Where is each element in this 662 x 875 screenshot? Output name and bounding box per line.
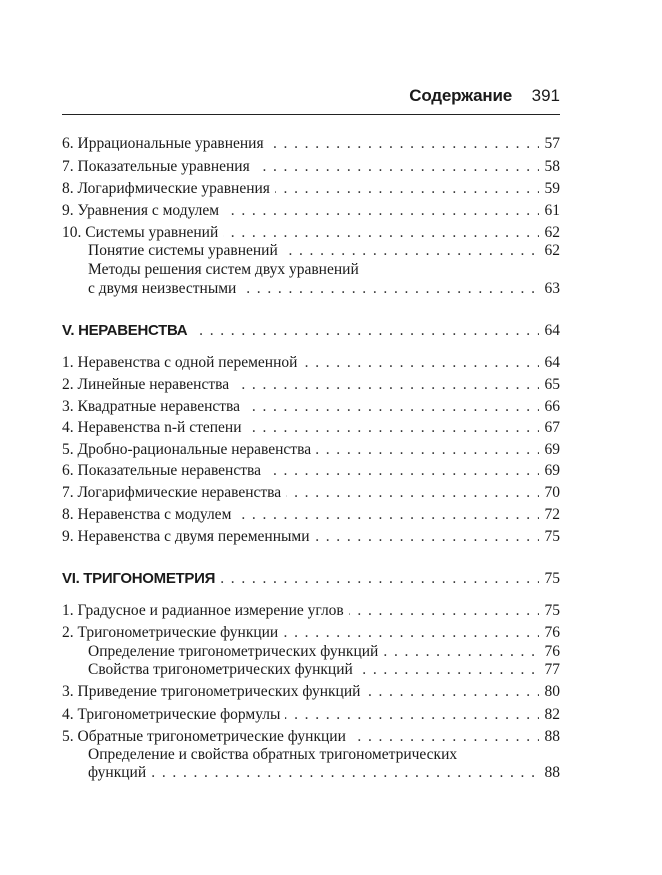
toc-entry-page: 80 bbox=[539, 682, 561, 702]
toc-entry-page: 57 bbox=[539, 134, 561, 154]
toc-entry-page: 62 bbox=[539, 241, 561, 261]
toc-entry[interactable] bbox=[62, 527, 560, 547]
toc-entry-title: 5. Обратные тригонометрические функции bbox=[62, 728, 351, 745]
toc-entry[interactable] bbox=[62, 483, 560, 503]
toc-entry-title: 6. Показательные неравенства bbox=[62, 462, 266, 479]
header-title: Содержание bbox=[409, 86, 512, 105]
toc-subentry[interactable] bbox=[88, 260, 560, 280]
toc-entry-page: 77 bbox=[539, 660, 561, 680]
toc-entry[interactable] bbox=[62, 157, 560, 177]
toc-entry-page: 88 bbox=[539, 763, 561, 783]
toc-entry-title: 3. Квадратные неравенства bbox=[62, 398, 245, 415]
toc-entry[interactable] bbox=[62, 705, 560, 725]
toc-entry[interactable] bbox=[62, 201, 560, 221]
toc-entry-title: Свойства тригонометрических функций bbox=[88, 661, 358, 678]
toc-entry-page: 67 bbox=[539, 418, 561, 438]
toc-entry[interactable] bbox=[62, 682, 560, 702]
toc-entry-page: 65 bbox=[539, 375, 561, 395]
toc-entry-title: 5. Дробно-рациональные неравенства bbox=[62, 441, 316, 458]
toc-entry-page: 76 bbox=[539, 623, 561, 643]
toc-entry-title: 7. Логарифмические неравенства bbox=[62, 484, 286, 501]
toc-entry-page: 69 bbox=[539, 440, 561, 460]
toc-entry[interactable] bbox=[62, 440, 560, 460]
toc-entry-page: 88 bbox=[539, 727, 561, 747]
toc-entry[interactable] bbox=[62, 623, 560, 643]
toc-entry-page: 70 bbox=[539, 483, 561, 503]
toc-entry-page: 58 bbox=[539, 157, 561, 177]
toc-entry-page: 64 bbox=[539, 321, 561, 341]
toc-entry-title: 2. Линейные неравенства bbox=[62, 376, 234, 393]
toc-subentry[interactable] bbox=[88, 241, 560, 261]
toc-entry-page: 82 bbox=[539, 705, 561, 725]
toc-entry-page: 61 bbox=[539, 201, 561, 221]
toc-entry-title: функций bbox=[88, 764, 151, 781]
toc-subentry[interactable] bbox=[88, 745, 560, 765]
toc-entry-page: 75 bbox=[539, 527, 561, 547]
toc-entry[interactable] bbox=[62, 727, 560, 747]
toc-chapter-title: V. НЕРАВЕНСТВА bbox=[62, 322, 192, 339]
toc-entry-page: 63 bbox=[539, 279, 561, 299]
toc-entry-page: 69 bbox=[539, 461, 561, 481]
header-page-number: 391 bbox=[531, 86, 560, 105]
toc-entry-title: Методы решения систем двух уравнений bbox=[88, 261, 364, 278]
toc-entry-title: 9. Неравенства с двумя переменными bbox=[62, 528, 315, 545]
toc-entry[interactable] bbox=[62, 418, 560, 438]
toc-entry[interactable] bbox=[62, 223, 560, 243]
toc-entry-page: 75 bbox=[539, 601, 561, 621]
toc-entry[interactable] bbox=[62, 179, 560, 199]
toc-subentry[interactable] bbox=[88, 763, 560, 783]
toc-entry-title: 4. Тригонометрические формулы bbox=[62, 706, 285, 723]
toc-entry-title: 6. Иррациональные уравнения bbox=[62, 135, 269, 152]
toc-entry-title: 8. Логарифмические уравнения bbox=[62, 180, 275, 197]
toc-entry-page: 62 bbox=[539, 223, 561, 243]
toc-entry-title: 4. Неравенства n-й степени bbox=[62, 419, 247, 436]
toc-entry-page: 76 bbox=[539, 642, 561, 662]
toc-entry-title: 1. Градусное и радианное измерение углов bbox=[62, 602, 349, 619]
toc-chapter[interactable] bbox=[62, 321, 560, 341]
toc-entry[interactable] bbox=[62, 397, 560, 417]
toc-entry-title: Определение тригонометрических функций bbox=[88, 643, 383, 660]
toc-entry[interactable] bbox=[62, 461, 560, 481]
toc-subentry[interactable] bbox=[88, 642, 560, 662]
toc-entry[interactable] bbox=[62, 505, 560, 525]
toc-entry-page: 72 bbox=[539, 505, 561, 525]
toc-entry[interactable] bbox=[62, 375, 560, 395]
toc-entry-title: 10. Системы уравнений bbox=[62, 224, 223, 241]
toc-entry-page: 64 bbox=[539, 353, 561, 373]
toc-entry-title: 7. Показательные уравнения bbox=[62, 158, 255, 175]
dot-leader bbox=[88, 763, 560, 783]
toc-entry-title: Определение и свойства обратных тригонометрических bbox=[88, 746, 462, 763]
toc-subentry[interactable] bbox=[88, 660, 560, 680]
toc-entry-page: 75 bbox=[539, 569, 561, 589]
toc-entry-title: 8. Неравенства с модулем bbox=[62, 506, 236, 523]
toc-chapter[interactable] bbox=[62, 569, 560, 589]
toc-entry-title: 9. Уравнения с модулем bbox=[62, 202, 224, 219]
toc-entry-page: 59 bbox=[539, 179, 561, 199]
toc-entry[interactable] bbox=[62, 134, 560, 154]
toc-entry-title: 3. Приведение тригонометрических функций bbox=[62, 683, 365, 700]
toc-entry-title: с двумя неизвестными bbox=[88, 280, 241, 297]
toc-entry[interactable] bbox=[62, 353, 560, 373]
toc-entry-title: 2. Тригонометрические функции bbox=[62, 624, 283, 641]
toc-entry-title: 1. Неравенства с одной переменной bbox=[62, 354, 302, 371]
toc-entry-title: Понятие системы уравнений bbox=[88, 242, 283, 259]
toc-subentry[interactable] bbox=[88, 279, 560, 299]
toc-chapter-title: VI. ТРИГОНОМЕТРИЯ bbox=[62, 570, 220, 587]
toc-entry-page: 66 bbox=[539, 397, 561, 417]
running-header bbox=[62, 86, 560, 115]
toc-entry[interactable] bbox=[62, 601, 560, 621]
